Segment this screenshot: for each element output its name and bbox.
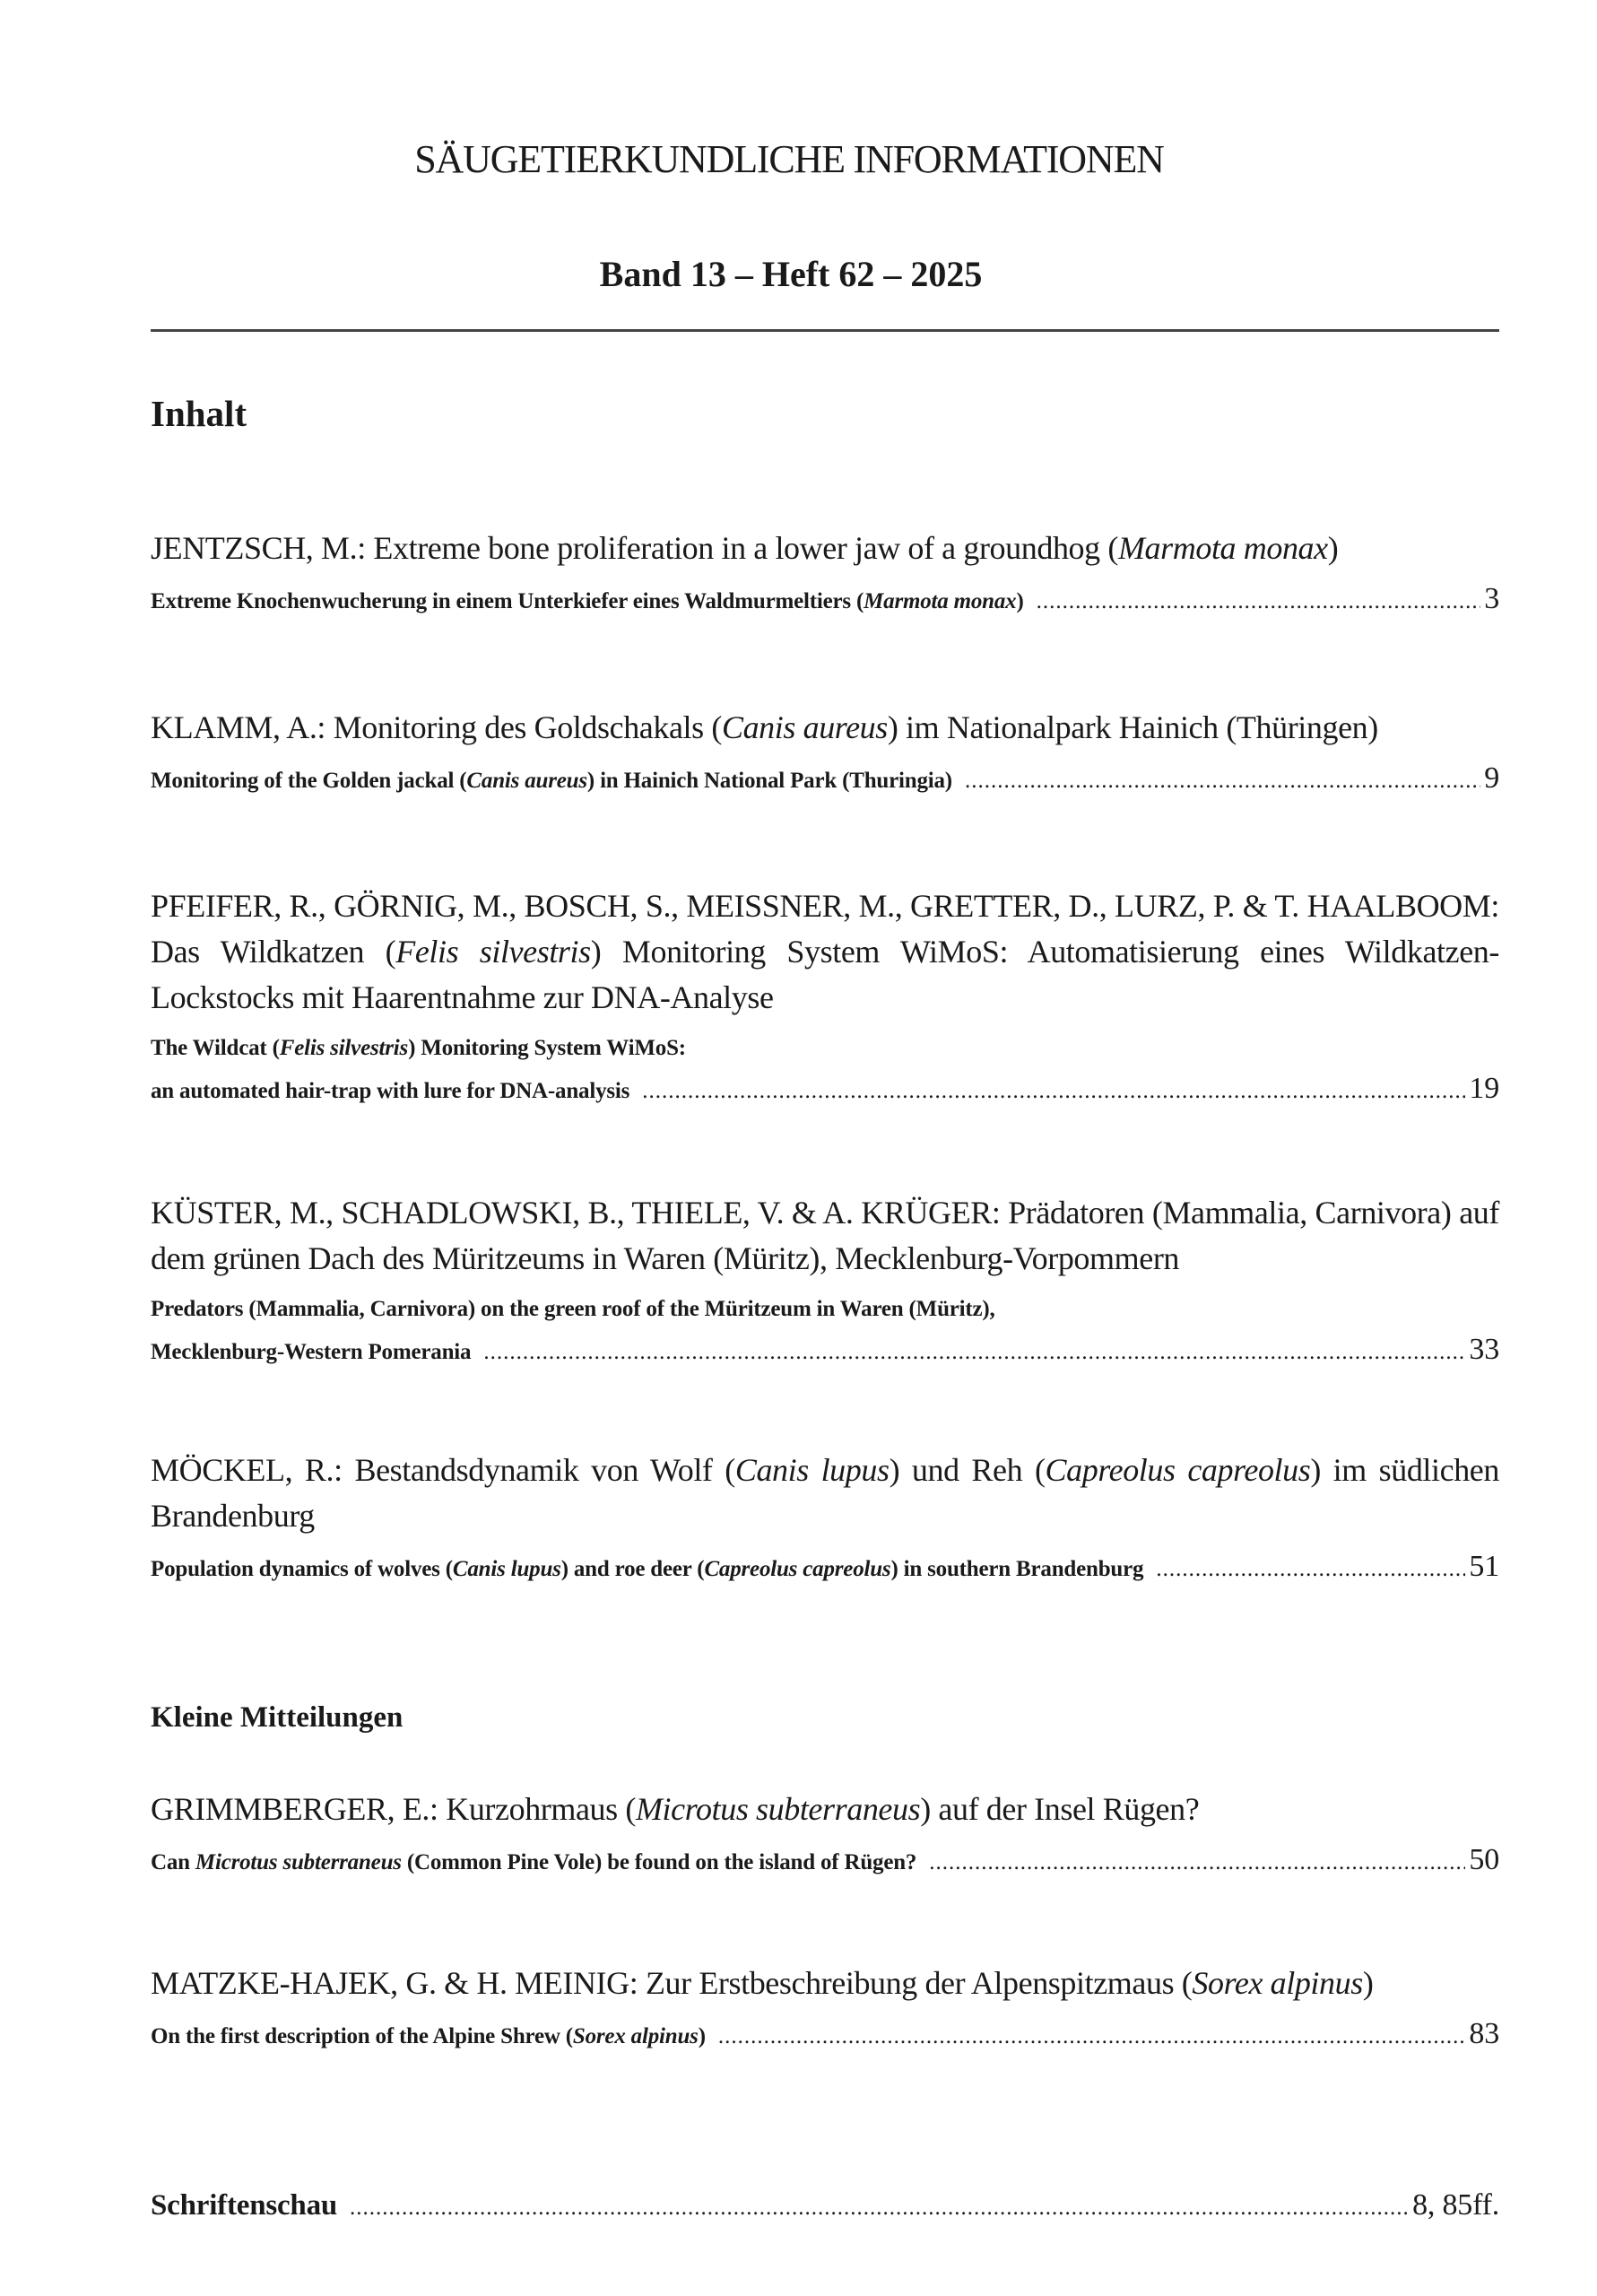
page-number: 8, 85ff. (1412, 2188, 1499, 2222)
toc-entry[interactable] (151, 1448, 1499, 1589)
entry-title-german: JENTZSCH, M.: Extreme bone proliferation in a lower jaw of a groundhog (Marmota monax) (151, 530, 1339, 566)
page-number: 83 (1469, 2017, 1499, 2050)
entry-title-german: GRIMMBERGER, E.: Kurzohrmaus (Microtus subterraneus) auf der Insel Rügen? (151, 1791, 1200, 1827)
journal-title: SÄUGETIERKUNDLICHE INFORMATIONEN (414, 137, 1164, 181)
entry-title-german: MÖCKEL, R.: Bestandsdynamik von Wolf (Canis lupus) und Reh (Capreolus capreolus) im südlichen Brandenburg (151, 1452, 1499, 1534)
toc-entry[interactable] (151, 526, 1499, 622)
dot-leader (929, 1842, 1465, 1883)
entry-title-english: On the first description of the Alpine Shrew (Sorex alpinus) ..... 83 (151, 2013, 1499, 2057)
reviews-line (151, 2185, 1499, 2228)
page-number: 33 (1469, 1333, 1499, 1366)
reviews-label: Schriftenschau (151, 2189, 338, 2222)
dot-leader (483, 1332, 1465, 1372)
entry-title-english-line1: Predators (Mammalia, Carnivora) on the green roof of the Müritzeum in Waren (Müritz), (151, 1297, 995, 1321)
issue-info: Band 13 – Heft 62 – 2025 (599, 254, 983, 294)
entry-title-german: KLAMM, A.: Monitoring des Goldschakals (Canis aureus) im Nationalpark Hainich (Thüringen) (151, 709, 1378, 745)
contents-heading: Inhalt (151, 393, 247, 434)
toc-entry[interactable] (151, 883, 1499, 1111)
entry-title-german: PFEIFER, R., GÖRNIG, M., BOSCH, S., MEISSNER, M., GRETTER, D., LURZ, P. & T. HAALBOOM: Das Wildkatzen (Felis silvestris) Monitoring System WiMoS: Automatisierung eines Wildkatzen-Lockstocks mit Haarentnahme zur DNA-Analyse (151, 888, 1499, 1015)
page-number: 9 (1484, 761, 1499, 795)
short-notes-heading: Kleine Mitteilungen (151, 1701, 404, 1734)
dot-leader (718, 2016, 1466, 2057)
header-divider (151, 329, 1499, 332)
page-number: 19 (1469, 1072, 1499, 1105)
dot-leader (350, 2187, 1409, 2228)
entry-title-english: Population dynamics of wolves (Canis lupus) and roe deer (Capreolus capreolus) in southern Brandenburg ..... 51 (151, 1546, 1499, 1589)
entry-title-english: Extreme Knochenwucherung in einem Unterkiefer eines Waldmurmeltiers (Marmota monax) ..... 3 (151, 578, 1499, 622)
dot-leader (1037, 581, 1481, 622)
page-number: 3 (1484, 582, 1499, 615)
toc-entry-reviews[interactable] (151, 2185, 1499, 2228)
entry-title-german: MATZKE-HAJEK, G. & H. MEINIG: Zur Erstbeschreibung der Alpenspitzmaus (Sorex alpinus) (151, 1965, 1374, 2001)
toc-entry[interactable] (151, 705, 1499, 801)
page-number: 51 (1469, 1550, 1499, 1583)
toc-entry[interactable] (151, 1961, 1499, 2057)
entry-title-german: KÜSTER, M., SCHADLOWSKI, B., THIELE, V. & A. KRÜGER: Prädatoren (Mammalia, Carnivora) auf dem grünen Dach des Müritzeums in Waren (Müritz), Mecklenburg-Vorpommern (151, 1195, 1499, 1276)
toc-entry[interactable] (151, 1787, 1499, 1883)
dot-leader (1156, 1549, 1465, 1589)
entry-title-english: Can Microtus subterraneus (Common Pine Vole) be found on the island of Rügen? ..... 50 (151, 1839, 1499, 1883)
page-number: 50 (1469, 1843, 1499, 1876)
dot-leader (965, 761, 1480, 801)
entry-title-english: Monitoring of the Golden jackal (Canis aureus) in Hainich National Park (Thuringia) ..... 9 (151, 758, 1499, 801)
entry-title-english: an automated hair-trap with lure for DNA-analysis ..... 19 (151, 1068, 1499, 1111)
entry-title-english-line1: The Wildcat (Felis silvestris) Monitoring System WiMoS: (151, 1036, 686, 1060)
toc-entry[interactable] (151, 1190, 1499, 1372)
dot-leader (642, 1071, 1465, 1111)
entry-title-english: Mecklenburg-Western Pomerania ..... 33 (151, 1329, 1499, 1372)
